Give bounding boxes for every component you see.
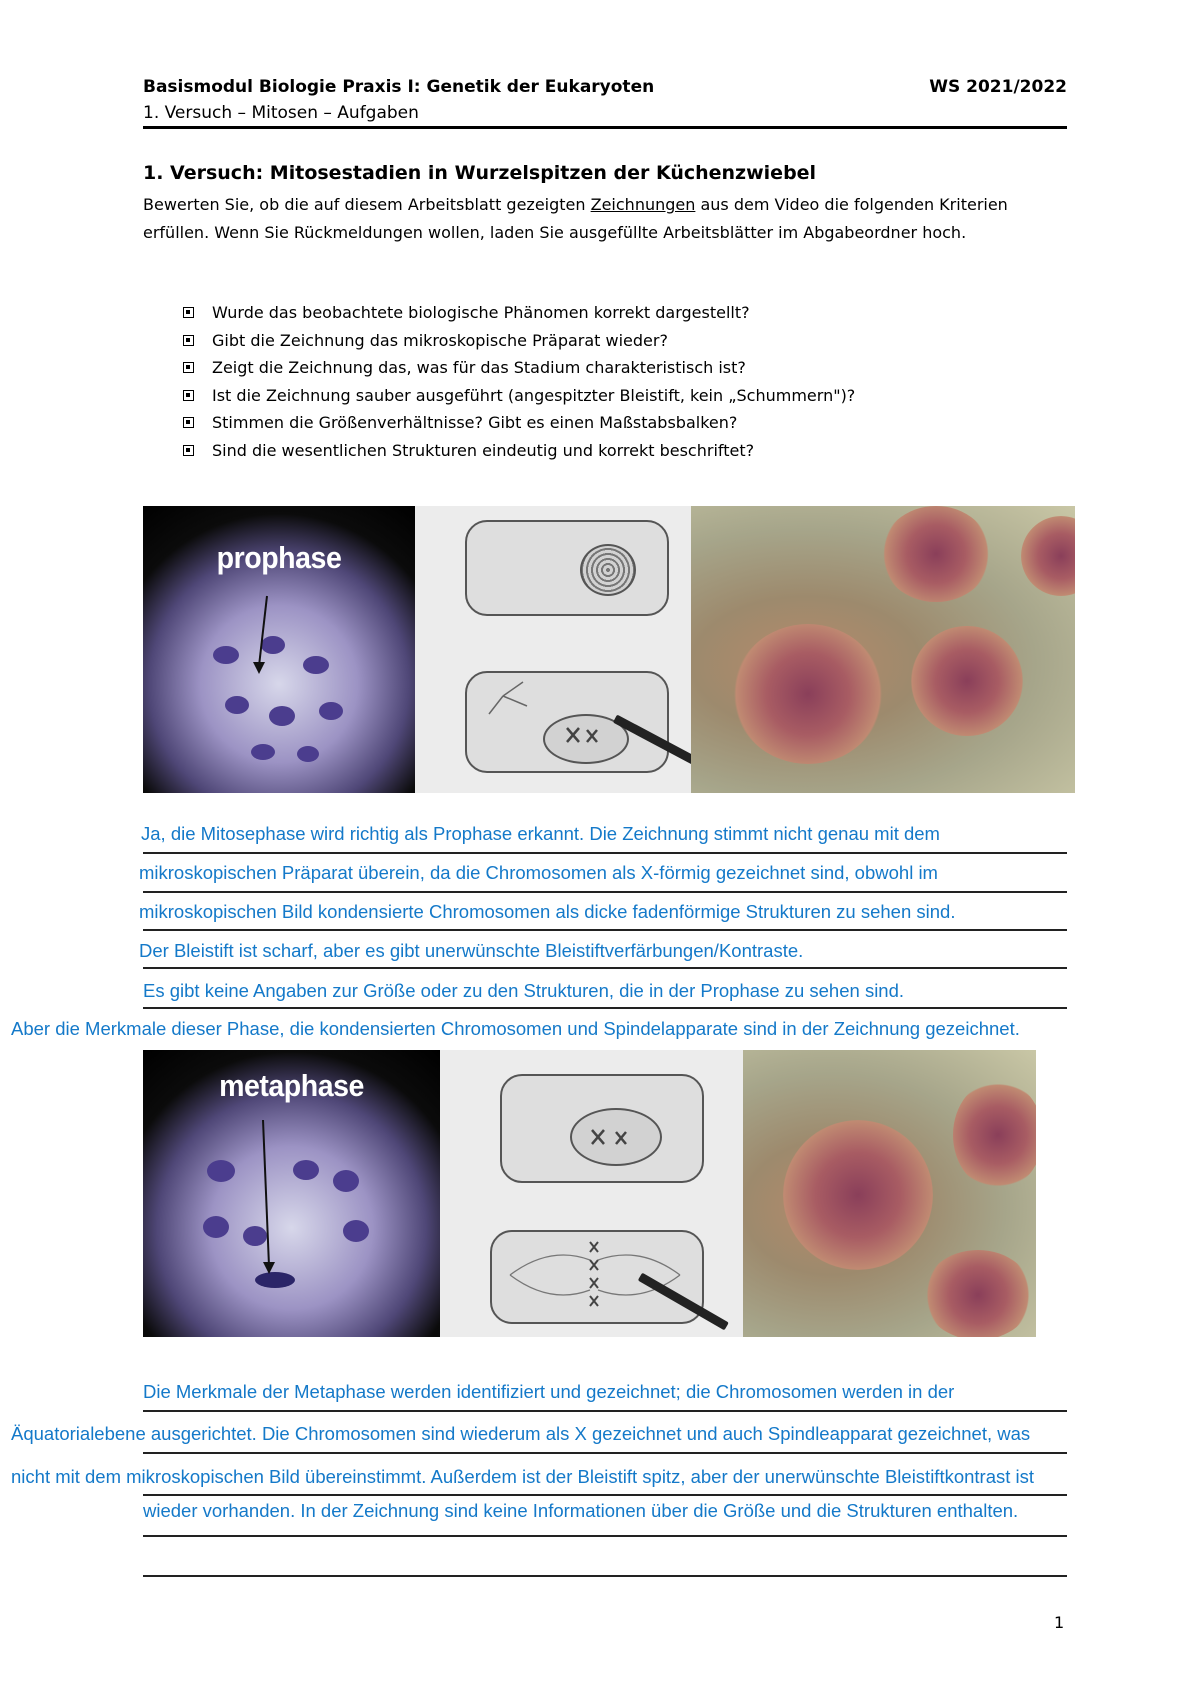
prophase-answer-line-4: Der Bleistift ist scharf, aber es gibt unerwünschte Bleistiftverfärbungen/Kontraste.	[139, 940, 804, 961]
micrograph-nucleus	[881, 506, 991, 602]
metaphase-answer-line-1: Die Merkmale der Metaphase werden identifiziert und gezeichnet; die Chromosomen werden in der	[143, 1381, 955, 1402]
criteria-text: Stimmen die Größenverhältnisse? Gibt es einen Maßstabsbalken?	[212, 413, 738, 432]
semester-label: WS 2021/2022	[929, 77, 1067, 97]
prophase-answer-line-2: mikroskopischen Präparat überein, da die Chromosomen als X-förmig gezeichnet sind, obwohl im	[139, 862, 938, 883]
section-title: 1. Versuch: Mitosestadien in Wurzelspitzen der Küchenzwiebel	[143, 162, 817, 184]
prophase-micrograph-panel	[691, 506, 1075, 793]
criteria-item	[183, 409, 855, 437]
document-header	[143, 74, 654, 126]
micrograph-metaphase-plate	[783, 1120, 933, 1270]
metaphase-figure	[143, 1050, 1036, 1337]
answer-line	[143, 1494, 1067, 1496]
metaphase-drawing-panel	[440, 1050, 743, 1337]
answer-line	[143, 1007, 1067, 1009]
course-title: Basismodul Biologie Praxis I: Genetik der Eukaryoten	[143, 77, 655, 97]
metaphase-answer-line-2: Äquatorialebene ausgerichtet. Die Chromosomen sind wiederum als X gezeichnet und auch Spindleapparat gezeichnet, was	[11, 1423, 1031, 1444]
criteria-item	[183, 382, 855, 410]
prophase-answer-line-5: Es gibt keine Angaben zur Größe oder zu den Strukturen, die in der Prophase zu sehen sind.	[143, 980, 905, 1001]
drawn-chromosomes-icon	[415, 506, 691, 793]
checkbox-icon[interactable]	[183, 390, 194, 401]
checkbox-icon[interactable]	[183, 445, 194, 456]
prophase-answer-line-6: Aber die Merkmale dieser Phase, die kondensierten Chromosomen und Spindelapparate sind in der Zeichnung gezeichnet.	[11, 1018, 1020, 1039]
metaphase-answer-line-4: wieder vorhanden. In der Zeichnung sind keine Informationen über die Größe und die Strukturen enthalten.	[143, 1500, 1019, 1521]
answer-line	[143, 1575, 1067, 1577]
criteria-text: Gibt die Zeichnung das mikroskopische Präparat wieder?	[212, 330, 668, 350]
criteria-list	[183, 299, 855, 464]
criteria-text: Ist die Zeichnung sauber ausgeführt (angespitzter Bleistift, kein „Schummern")?	[212, 385, 856, 405]
header-divider	[143, 126, 1067, 129]
intro-text-start: Bewerten Sie, ob die auf diesem Arbeitsblatt gezeigten	[143, 195, 591, 214]
answer-line	[143, 929, 1067, 931]
micrograph-nucleus	[1021, 516, 1075, 596]
prophase-drawing-panel	[415, 506, 691, 793]
criteria-text: Wurde das beobachtete biologische Phänomen korrekt dargestellt?	[212, 303, 750, 322]
document-subtitle: 1. Versuch – Mitosen – Aufgaben	[143, 103, 419, 123]
metaphase-microscope-panel	[143, 1050, 440, 1337]
prophase-microscope-panel	[143, 506, 415, 793]
prophase-answer-line-1: Ja, die Mitosephase wird richtig als Prophase erkannt. Die Zeichnung stimmt nicht genau mit dem	[141, 823, 940, 844]
criteria-item	[183, 437, 855, 465]
micrograph-nucleus	[953, 1080, 1036, 1190]
criteria-item	[183, 327, 855, 355]
answer-line	[143, 1452, 1067, 1454]
micrograph-nucleus	[733, 624, 883, 764]
metaphase-answer-line-3: nicht mit dem mikroskopischen Bild übereinstimmt. Außerdem ist der Bleistift spitz, aber der unerwünschte Bleistiftkontrast ist	[11, 1466, 1035, 1487]
checkbox-icon[interactable]	[183, 362, 194, 373]
prophase-figure	[143, 506, 1075, 793]
checkbox-icon[interactable]	[183, 417, 194, 428]
page-number: 1	[1054, 1613, 1065, 1632]
pointer-arrow-icon	[143, 506, 415, 793]
intro-underlined-word: Zeichnungen	[590, 195, 696, 214]
criteria-item	[183, 299, 855, 327]
criteria-item	[183, 354, 855, 382]
pointer-arrow-icon	[143, 1050, 440, 1337]
drawn-chromosomes-icon	[440, 1050, 743, 1337]
section-intro	[143, 191, 1043, 247]
answer-line	[143, 1535, 1067, 1537]
criteria-text: Sind die wesentlichen Strukturen eindeutig und korrekt beschriftet?	[212, 440, 755, 460]
micrograph-nucleus	[923, 1250, 1033, 1337]
intro-text-end: aus dem Video die folgenden Kriterien erfüllen. Wenn Sie Rückmeldungen wollen, laden Sie ausgefüllte Arbeitsblätter im Abgabeordner hoch.	[143, 195, 1008, 242]
prophase-answer-line-3: mikroskopischen Bild kondensierte Chromosomen als dicke fadenförmige Strukturen zu sehen sind.	[139, 901, 956, 922]
answer-line	[143, 967, 1067, 969]
checkbox-icon[interactable]	[183, 335, 194, 346]
metaphase-micrograph-panel	[743, 1050, 1036, 1337]
answer-line	[143, 891, 1067, 893]
answer-line	[143, 852, 1067, 854]
checkbox-icon[interactable]	[183, 307, 194, 318]
micrograph-nucleus	[911, 626, 1023, 736]
criteria-text: Zeigt die Zeichnung das, was für das Stadium charakteristisch ist?	[212, 358, 746, 377]
prophase-label: prophase	[216, 540, 342, 575]
metaphase-label: metaphase	[219, 1068, 364, 1103]
answer-line	[143, 1410, 1067, 1412]
